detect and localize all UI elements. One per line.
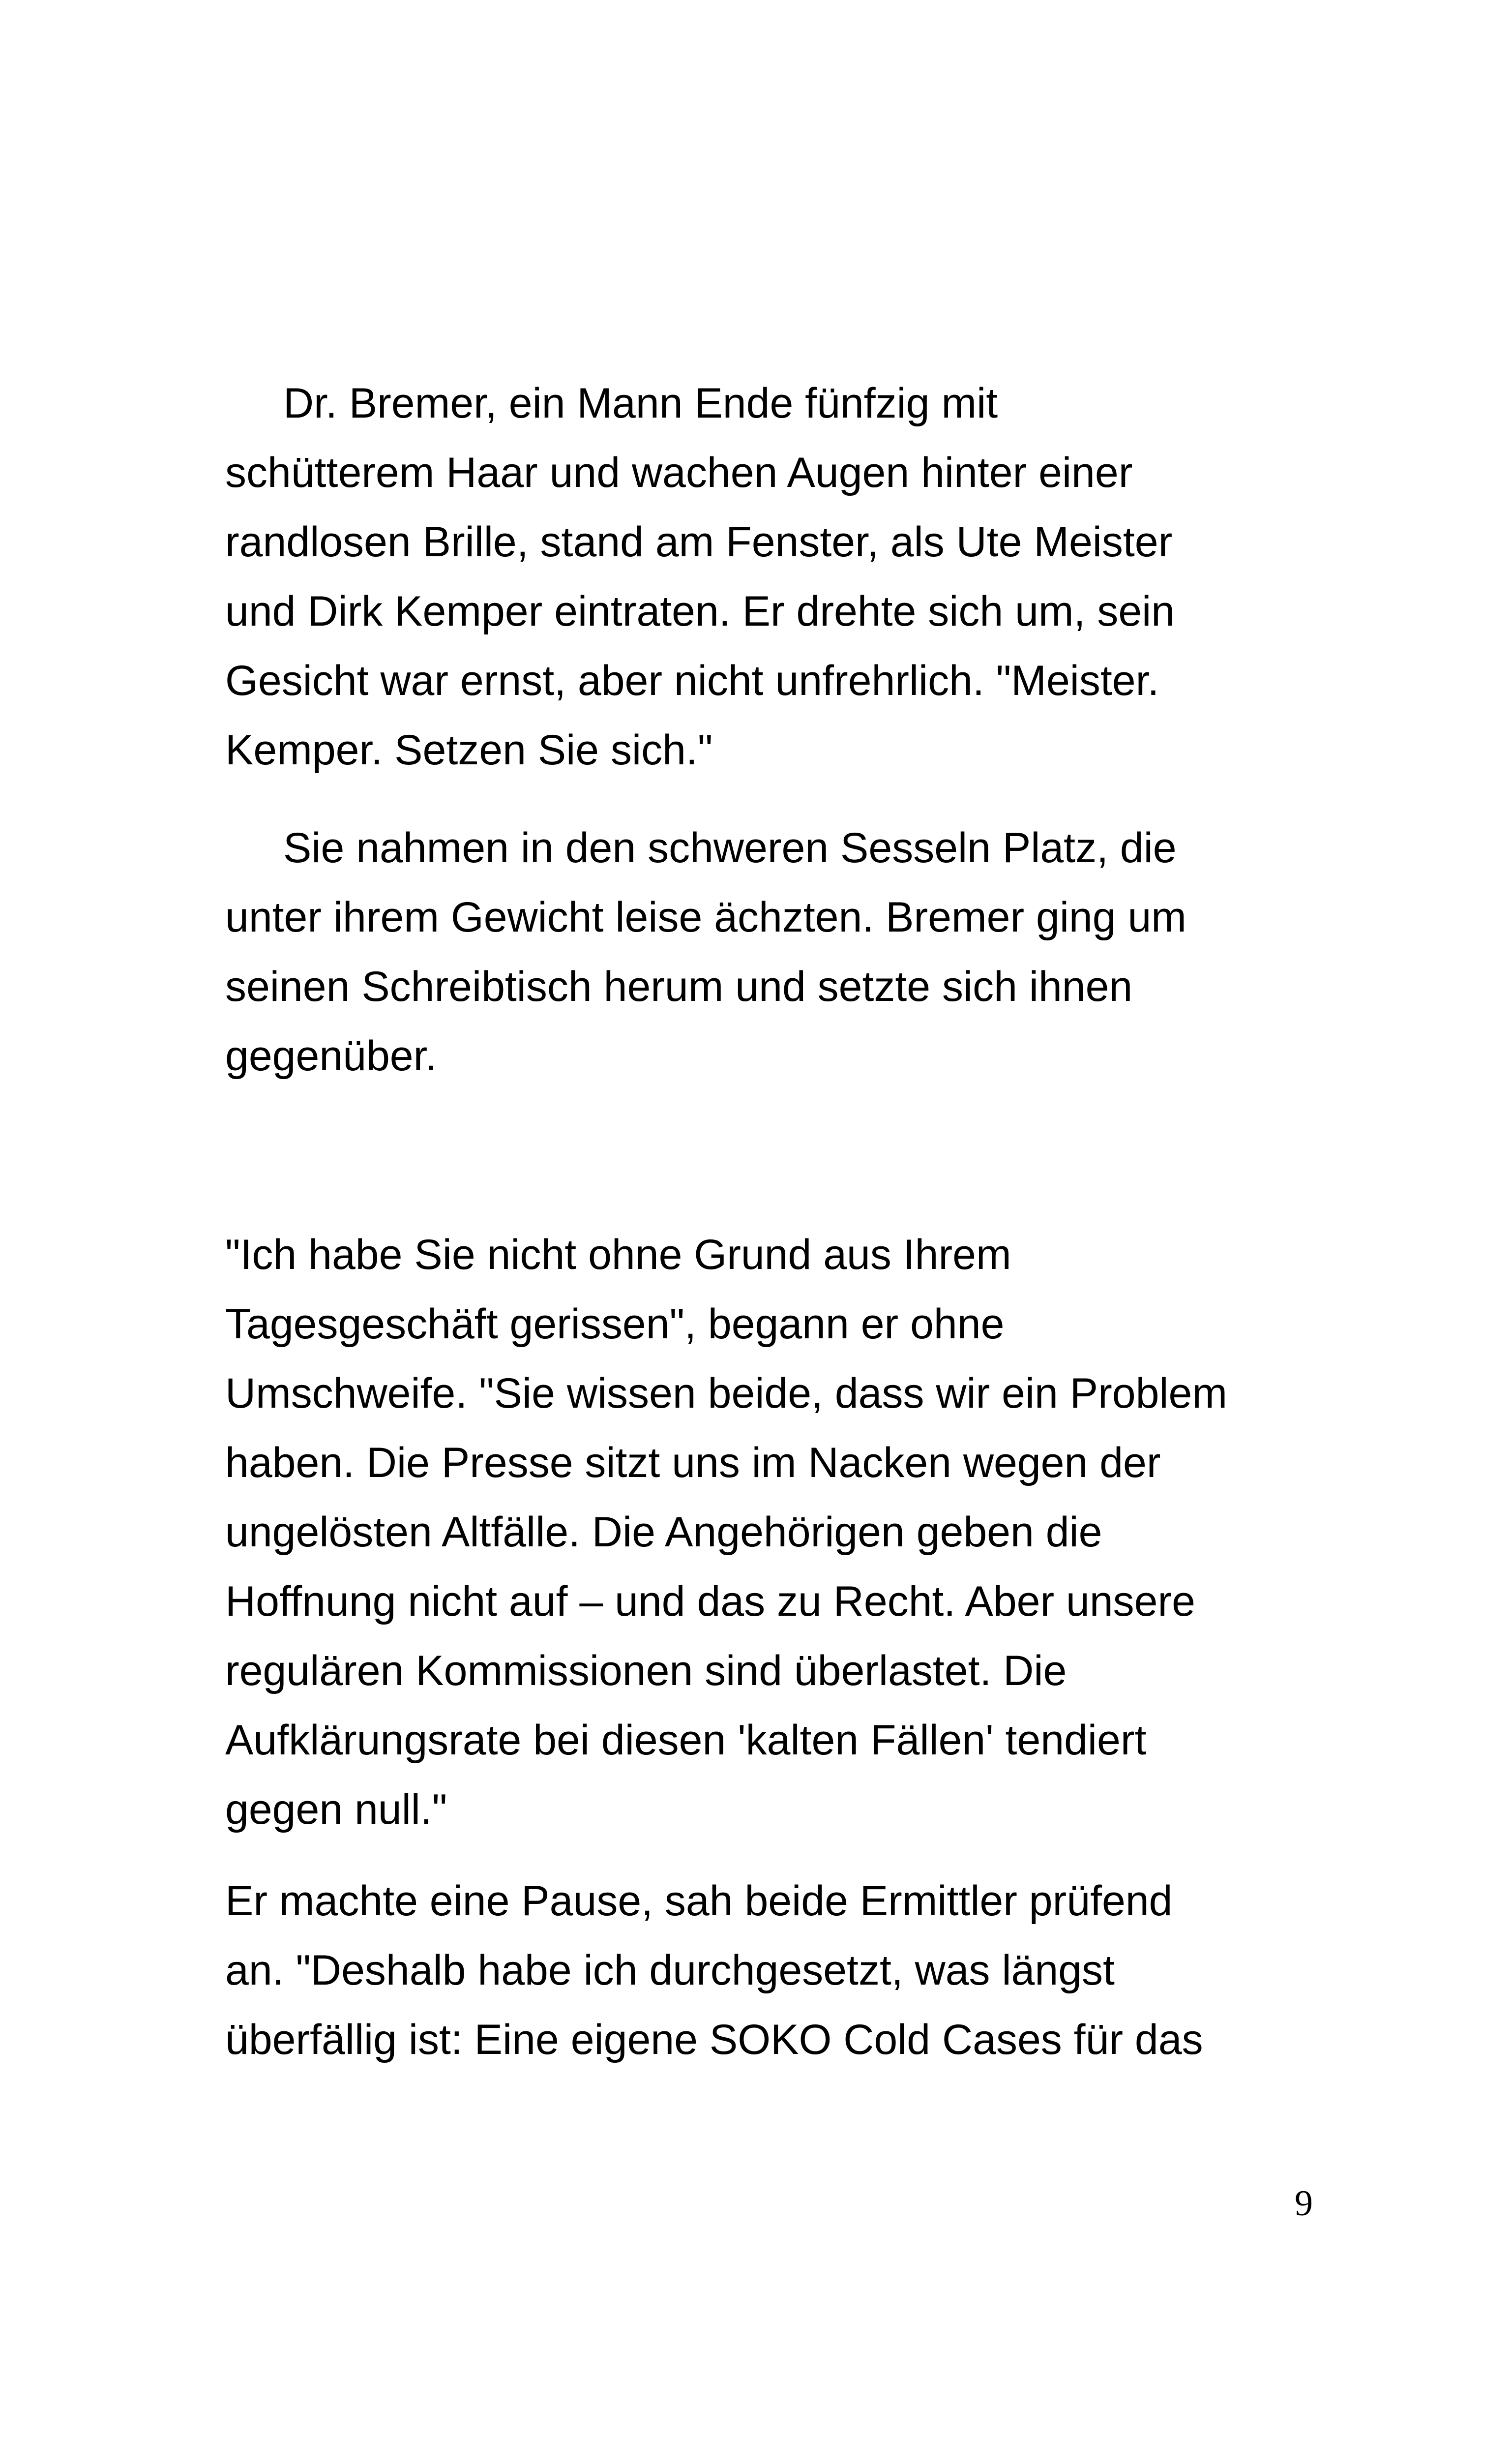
- text-line: überfällig ist: Eine eigene SOKO Cold Cases für das: [225, 2016, 1203, 2063]
- paragraph: [225, 1867, 1327, 2075]
- text-line: Sie nahmen in den schweren Sesseln Platz, die: [283, 824, 1177, 872]
- text-line: Umschweife. "Sie wissen beide, dass wir ein Problem: [225, 1370, 1228, 1417]
- text-line: seinen Schreibtisch herum und setzte sich ihnen: [225, 963, 1133, 1010]
- paragraph: [225, 1220, 1327, 1844]
- text-line: Hoffnung nicht auf – und das zu Recht. Aber unsere: [225, 1578, 1195, 1625]
- text-line: ungelösten Altfälle. Die Angehörigen geben die: [225, 1508, 1102, 1556]
- text-line: Tagesgeschäft gerissen", begann er ohne: [225, 1300, 1005, 1348]
- paragraph: [225, 369, 1327, 785]
- page-number: 9: [1295, 2183, 1313, 2224]
- text-line: gegen null.": [225, 1786, 447, 1833]
- text-line: Aufklärungsrate bei diesen 'kalten Fällen' tendiert: [225, 1717, 1147, 1764]
- text-line: Er machte eine Pause, sah beide Ermittler prüfend: [225, 1877, 1173, 1925]
- text-line: gegenüber.: [225, 1032, 437, 1080]
- text-line: "Ich habe Sie nicht ohne Grund aus Ihrem: [225, 1231, 1011, 1278]
- text-line: und Dirk Kemper eintraten. Er drehte sich um, sein: [225, 588, 1175, 635]
- text-line: Kemper. Setzen Sie sich.": [225, 726, 713, 774]
- text-line: an. "Deshalb habe ich durchgesetzt, was längst: [225, 1947, 1115, 1994]
- text-line: regulären Kommissionen sind überlastet. Die: [225, 1647, 1067, 1694]
- text-line: unter ihrem Gewicht leise ächzten. Bremer ging um: [225, 894, 1186, 941]
- text-line: Dr. Bremer, ein Mann Ende fünfzig mit: [283, 380, 998, 427]
- text-line: randlosen Brille, stand am Fenster, als Ute Meister: [225, 518, 1173, 566]
- paragraph: [225, 814, 1327, 1091]
- text-line: haben. Die Presse sitzt uns im Nacken wegen der: [225, 1439, 1161, 1486]
- text-line: Gesicht war ernst, aber nicht unfrehrlich. "Meister.: [225, 657, 1159, 704]
- text-line: schütterem Haar und wachen Augen hinter einer: [225, 449, 1133, 496]
